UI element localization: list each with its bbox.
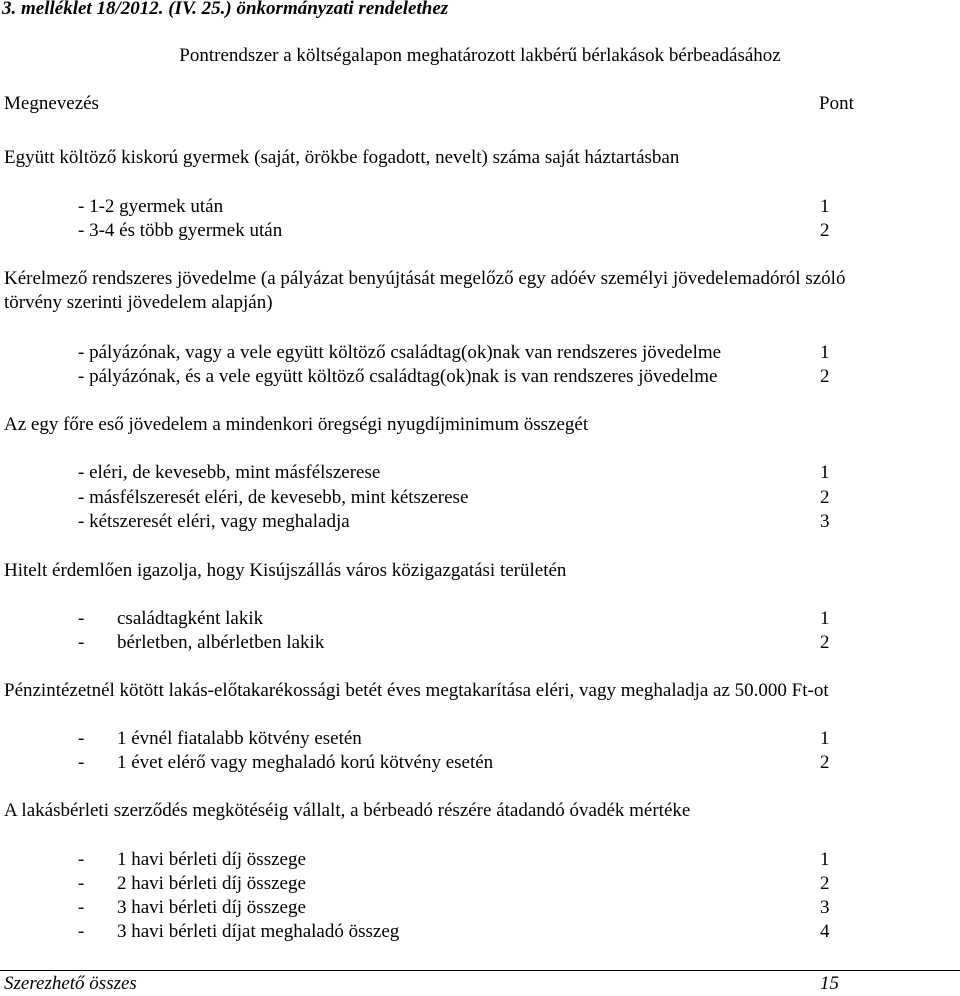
item-points: 1 [820,196,830,217]
item-label: 1 évet elérő vagy meghaladó korú kötvény esetén [117,752,494,773]
item-points: 2 [820,487,830,508]
item-label: 3 havi bérleti díjat meghaladó összeg [117,921,400,942]
item-points: 3 [820,511,830,532]
section-heading: Kérelmező rendszeres jövedelme (a pályázat benyújtását megelőző egy adóév személyi jövedelemadóról szóló [4,268,846,289]
item-points: 3 [820,897,830,918]
item-dash: - [78,752,85,773]
item-points: 1 [820,849,830,870]
item-points: 1 [820,728,830,749]
column-header-name: Megnevezés [4,93,99,114]
item-label: - 1-2 gyermek után [78,196,224,217]
item-label: - eléri, de kevesebb, mint másfélszerese [78,462,381,483]
footer-total-value: 15 [820,973,839,994]
item-label: - pályázónak, és a vele együtt költöző családtag(ok)nak is van rendszeres jövedelme [78,366,718,387]
item-points: 2 [820,366,830,387]
item-label: bérletben, albérletben lakik [117,632,325,653]
item-label: 2 havi bérleti díj összege [117,873,306,894]
item-points: 1 [820,462,830,483]
item-label: 3 havi bérleti díj összege [117,897,306,918]
footer-divider [0,970,960,971]
section-heading-continued: törvény szerinti jövedelem alapján) [4,292,273,313]
item-points: 1 [820,608,830,629]
footer-total-label: Szerezhető összes [4,973,137,994]
section-heading: Hitelt érdemlően igazolja, hogy Kisújszállás város közigazgatási területén [4,560,567,581]
item-label: családtagként lakik [117,608,264,629]
item-dash: - [78,849,85,870]
item-label: - 3-4 és több gyermek után [78,220,283,241]
section-heading: A lakásbérleti szerződés megkötéséig vállalt, a bérbeadó részére átadandó óvadék mértéke [4,800,691,821]
item-label: 1 havi bérleti díj összege [117,849,306,870]
item-dash: - [78,873,85,894]
item-dash: - [78,897,85,918]
item-points: 4 [820,921,830,942]
item-label: - másfélszeresét eléri, de kevesebb, mint kétszerese [78,487,469,508]
item-points: 2 [820,873,830,894]
section-heading: Az egy főre eső jövedelem a mindenkori öregségi nyugdíjminimum összegét [4,414,589,435]
item-points: 2 [820,752,830,773]
item-label: 1 évnél fiatalabb kötvény esetén [117,728,362,749]
item-dash: - [78,728,85,749]
item-dash: - [78,608,85,629]
item-label: - pályázónak, vagy a vele együtt költöző családtag(ok)nak van rendszeres jövedelme [78,342,722,363]
item-points: 1 [820,342,830,363]
item-points: 2 [820,220,830,241]
item-label: - kétszeresét eléri, vagy meghaladja [78,511,350,532]
item-points: 2 [820,632,830,653]
column-header-points: Pont [819,93,854,114]
section-heading: Pénzintézetnél kötött lakás-előtakarékossági betét éves megtakarítása eléri, vagy meghaladja az 50.000 Ft-ot [4,680,829,701]
item-dash: - [78,921,85,942]
item-dash: - [78,632,85,653]
section-heading: Együtt költöző kiskorú gyermek (saját, örökbe fogadott, nevelt) száma saját háztartásban [4,147,680,168]
document-title: Pontrendszer a költségalapon meghatározott lakbérű bérlakások bérbeadásához [179,45,781,66]
annex-header: 3. melléklet 18/2012. (IV. 25.) önkormányzati rendelethez [2,0,449,19]
